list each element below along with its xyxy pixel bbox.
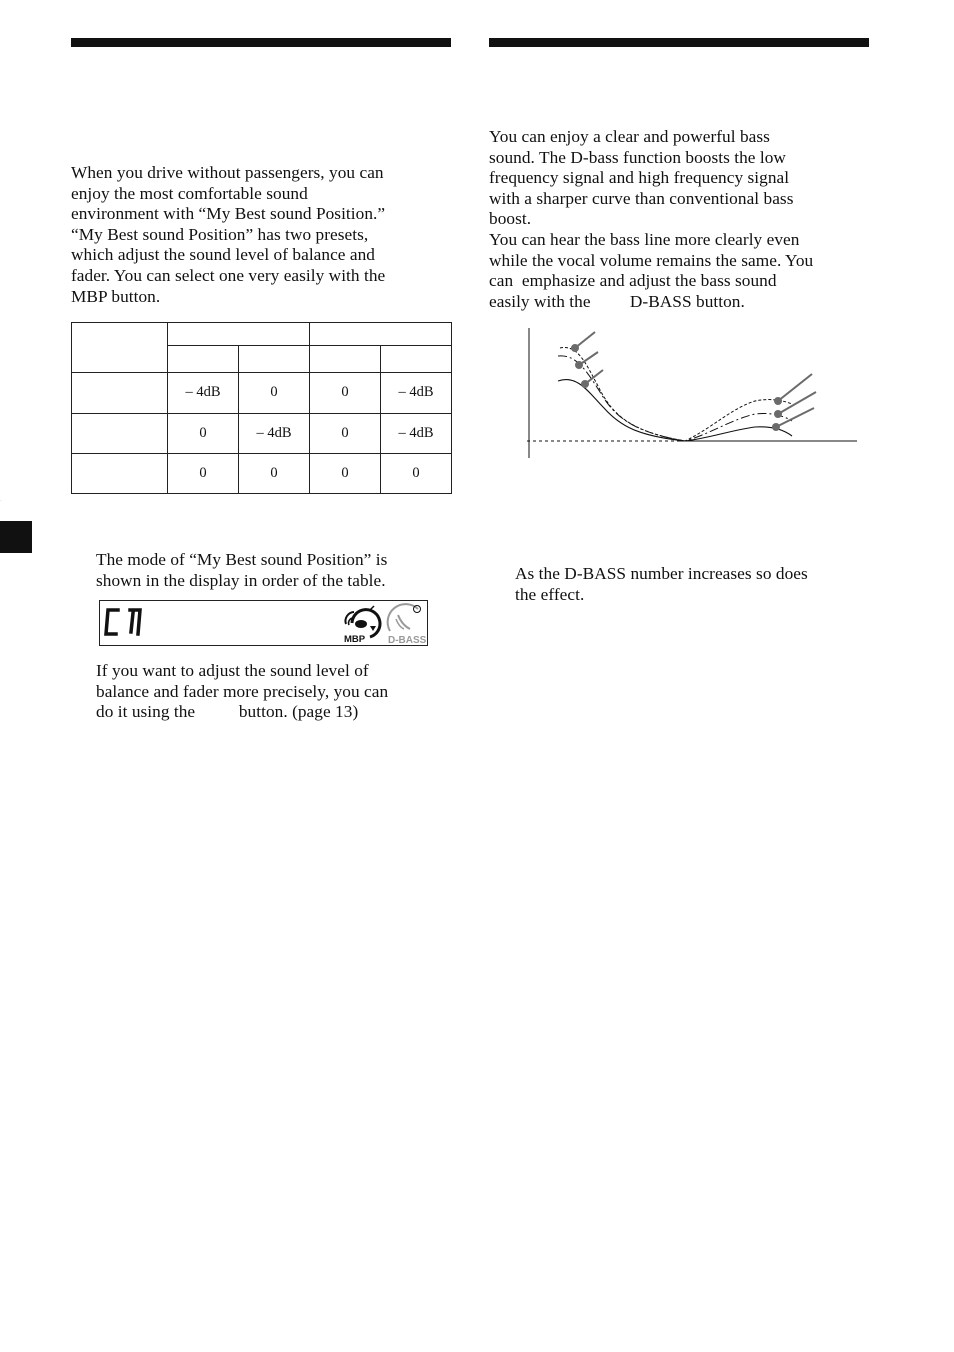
dbass-label: D-BASS	[388, 635, 427, 646]
dbass-curve-1	[558, 380, 792, 441]
text-line: “My Best sound Position” has two presets,	[71, 224, 369, 244]
table-cell: – 4dB	[381, 373, 452, 413]
left-section-rule	[71, 38, 451, 47]
text-line: When you drive without passengers, you can	[71, 163, 384, 182]
right-section-rule	[489, 38, 869, 47]
row-label-cell	[72, 453, 168, 493]
text-line: If you want to adjust the sound level of	[96, 661, 369, 680]
text-line: environment with “My Best sound Position.”	[71, 204, 386, 224]
table-cell: – 4dB	[239, 413, 310, 453]
table-cell: 0	[168, 453, 239, 493]
table-corner-cell	[72, 323, 168, 373]
table-column-header	[381, 346, 452, 373]
text-line: enjoy the most comfortable sound	[71, 183, 308, 203]
table-cell: 0	[310, 453, 381, 493]
dbass-effect-note	[515, 564, 808, 605]
table-group-header	[310, 323, 452, 346]
text-line: balance and fader more precisely, you can	[96, 681, 389, 701]
row-label-cell	[72, 413, 168, 453]
text-line: You can hear the bass line more clearly even	[489, 229, 800, 249]
lcd-mode-segments	[106, 610, 140, 634]
curve-markers	[572, 332, 816, 430]
table-column-header	[239, 346, 310, 373]
text-line: can emphasize and adjust the bass sound	[489, 271, 777, 291]
text-line: while the vocal volume remains the same. You	[489, 250, 814, 270]
text-line: You can enjoy a clear and powerful bass	[489, 127, 770, 146]
page-side-tab	[0, 521, 32, 553]
dbass-intro-paragraph	[489, 127, 813, 312]
table-row	[72, 453, 452, 493]
mbp-intro-paragraph	[71, 163, 385, 307]
table-cell: 0	[310, 413, 381, 453]
lcd-mode-text: C 1	[0, 501, 2, 502]
mbp-preset-table	[71, 322, 452, 494]
table-cell: 0	[310, 373, 381, 413]
text-line: boost.	[489, 209, 532, 229]
display-note-paragraph	[96, 550, 387, 591]
mbp-label: MBP	[344, 634, 366, 645]
table-cell: – 4dB	[168, 373, 239, 413]
dbass-icon	[388, 604, 427, 646]
text-line: which adjust the sound level of balance and	[71, 245, 375, 265]
text-line: The mode of “My Best sound Position” is	[96, 550, 388, 569]
text-line: shown in the display in order of the table.	[96, 570, 386, 590]
text-line: with a sharper curve than conventional bass	[489, 188, 794, 208]
text-line: As the D-BASS number increases so does	[515, 564, 808, 583]
mbp-icon	[344, 606, 380, 645]
text-line: fader. You can select one very easily with the	[71, 265, 386, 285]
table-column-header	[168, 346, 239, 373]
table-cell: 0	[381, 453, 452, 493]
text-line: the effect.	[515, 584, 585, 604]
adjust-note-paragraph	[96, 661, 388, 723]
table-cell: 0	[168, 413, 239, 453]
text-line: sound. The D-bass function boosts the low	[489, 147, 786, 167]
text-line: MBP button.	[71, 286, 161, 306]
dbass-curve-2	[558, 356, 792, 441]
text-line: frequency signal and high frequency signal	[489, 168, 790, 188]
table-cell: – 4dB	[381, 413, 452, 453]
table-column-header	[310, 346, 381, 373]
dbass-curve-diagram	[520, 326, 865, 464]
row-label-cell	[72, 373, 168, 413]
table-group-header	[168, 323, 310, 346]
table-cell: 0	[239, 373, 310, 413]
table-row	[72, 373, 452, 413]
table-row	[72, 413, 452, 453]
table-cell: 0	[239, 453, 310, 493]
text-line: easily with the D-BASS button.	[489, 291, 745, 311]
text-line: do it using the button. (page 13)	[96, 702, 359, 722]
